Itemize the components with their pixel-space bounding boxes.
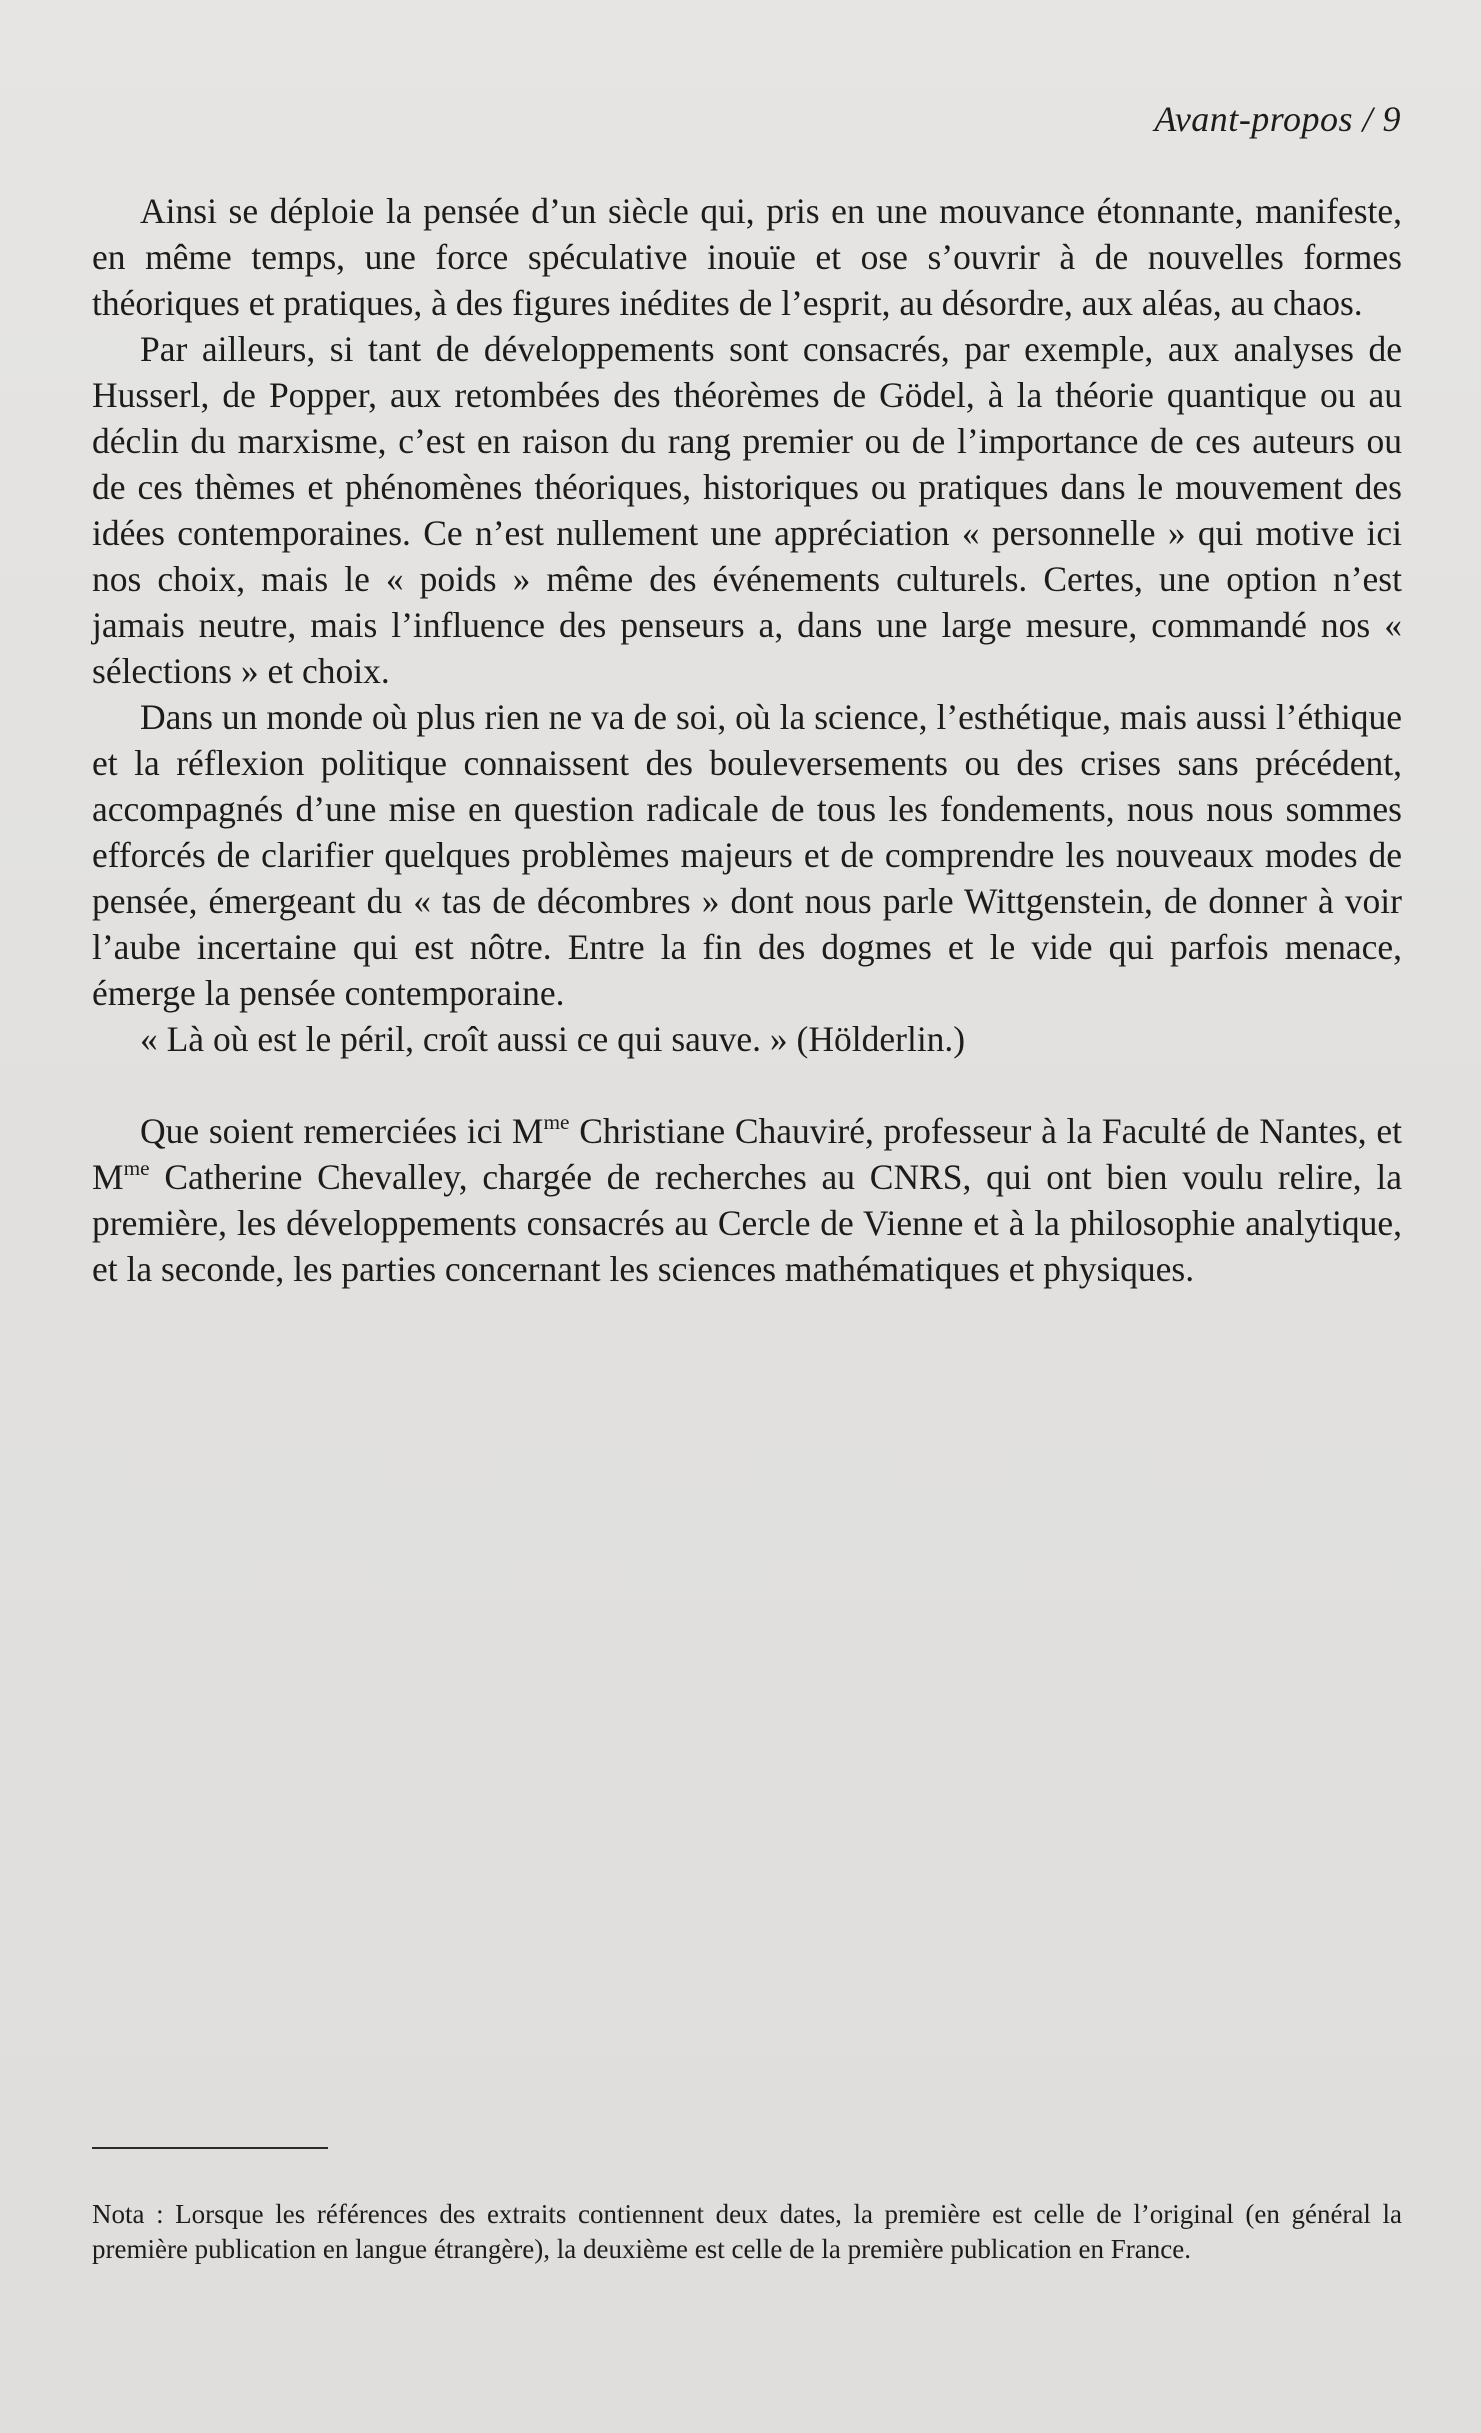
ack-text-part-3: Catherine Chevalley, chargée de recherches au CNRS, qui ont bien voulu relire, la première, les développements consacrés au Cercle de Vienne et à la philosophie analytique, et la seconde, les parties concernant les sciences mathématiques et physiques.	[92, 1157, 1402, 1289]
ack-superscript-2: me	[123, 1156, 150, 1181]
ack-text-part-2: Christiane Chauviré, professeur à la Faculté de Nantes, et M	[92, 1111, 1402, 1197]
holderlin-quote: « Là où est le péril, croît aussi ce qui sauve. » (Hölderlin.)	[140, 1019, 966, 1059]
ack-text-part-1: Que soient remerciées ici M	[140, 1111, 544, 1151]
footnote: Nota : Lorsque les références des extraits contiennent deux dates, la première est celle de l’original (en général la première publication en langue étrangère), la deuxième est celle de la première publication en France.	[92, 2199, 1402, 2264]
paragraph-2: Par ailleurs, si tant de développements sont consacrés, par exemple, aux analyses de Husserl, de Popper, aux retombées des théorèmes de Gödel, à la théorie quantique ou au déclin du marxisme, c’est en raison du rang premier ou de l’importance de ces auteurs ou de ces thèmes et phénomènes théoriques, historiques ou pratiques dans le mouvement des idées contemporaines. Ce n’est nullement une appréciation « personnelle » qui motive ici nos choix, mais le « poids » même des événements culturels. Certes, une option n’est jamais neutre, mais l’influence des penseurs a, dans une large mesure, commandé nos « sélections » et choix.	[92, 329, 1402, 691]
paragraph-1: Ainsi se déploie la pensée d’un siècle qui, pris en une mouvance étonnante, manifeste, en même temps, une force spéculative inouïe et ose s’ouvrir à de nouvelles formes théoriques et pratiques, à des figures inédites de l’esprit, au désordre, aux aléas, au chaos.	[92, 191, 1402, 323]
ack-superscript-1: me	[543, 1110, 570, 1135]
paragraph-3: Dans un monde où plus rien ne va de soi, où la science, l’esthétique, mais aussi l’éthique et la réflexion politique connaissent des bouleversements ou des crises sans précédent, accompagnés d’une mise en question radicale de tous les fondements, nous nous sommes efforcés de clarifier quelques problèmes majeurs et de comprendre les nouveaux modes de pensée, émergeant du « tas de décombres » dont nous parle Wittgenstein, de donner à voir l’aube incertaine qui est nôtre. Entre la fin des dogmes et le vide qui parfois menace, émerge la pensée contemporaine.	[92, 697, 1402, 1013]
body-text	[92, 188, 1402, 1292]
running-head: Avant-propos / 9	[1154, 99, 1401, 139]
acknowledgements-paragraph	[92, 1108, 1402, 1292]
footnote-rule	[92, 2147, 328, 2149]
